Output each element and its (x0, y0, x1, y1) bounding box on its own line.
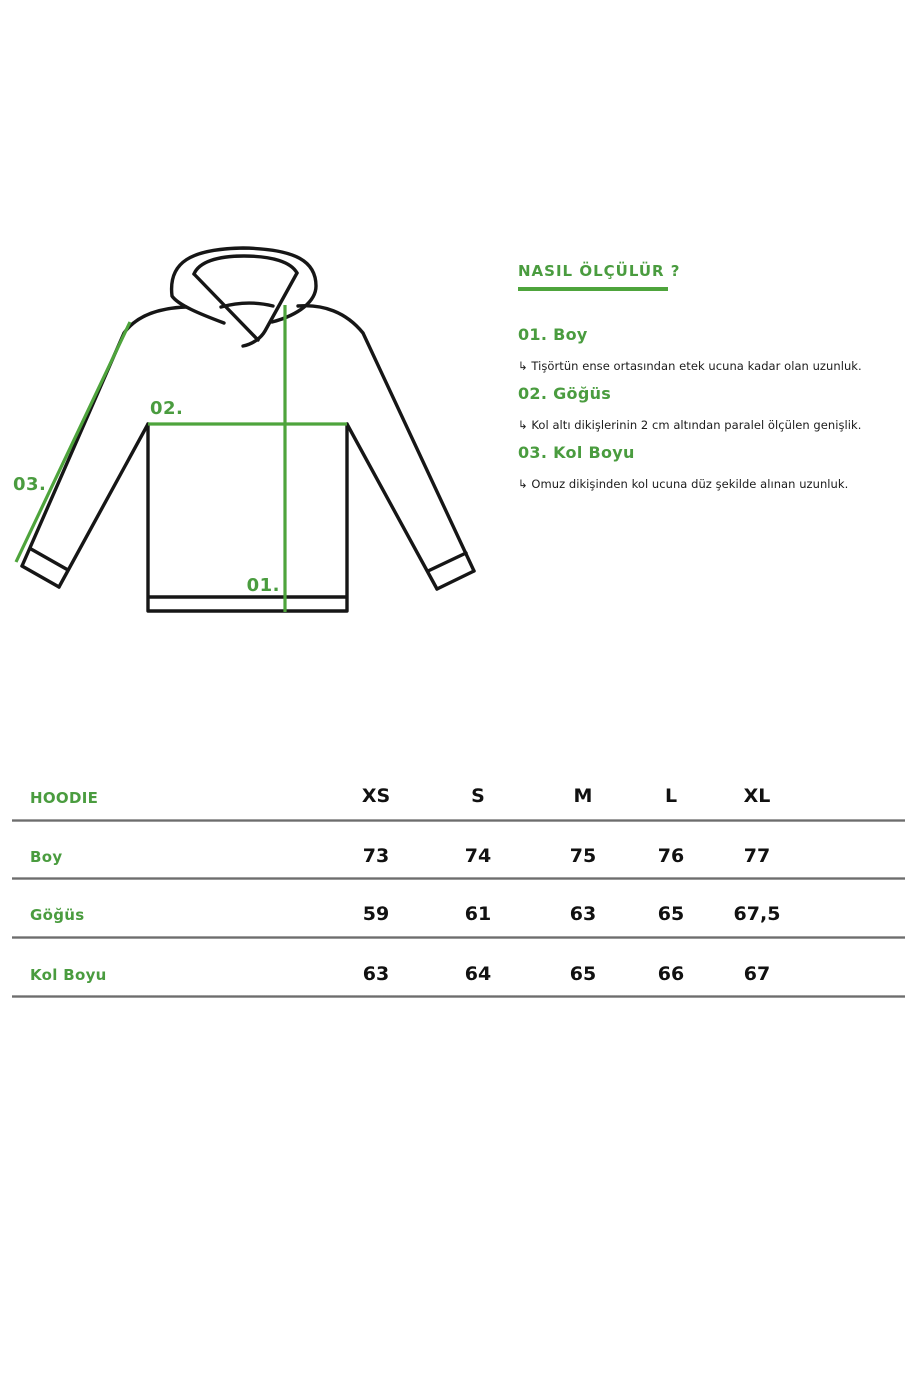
cell-boy-m: 75 (569, 845, 597, 867)
row-label-gogus: Göğüs (30, 906, 85, 924)
collar-seam (221, 303, 273, 307)
table-divider (12, 819, 905, 822)
size-header-xl: XL (743, 785, 771, 807)
right-sleeve-inner (347, 424, 437, 589)
cell-boy-xs: 73 (362, 845, 390, 867)
left-shoulder-sleeve-outer (22, 307, 186, 566)
hood-outer-outline (172, 248, 316, 323)
cell-kol-boyu-xl: 67 (743, 963, 771, 985)
measure-section-desc-gogus: ↳ Kol altı dikişlerinin 2 cm altından paralel ölçülen genişlik. (518, 418, 862, 432)
measure-section-title-kol-boyu: 03. Kol Boyu (518, 443, 635, 462)
table-divider (12, 995, 905, 998)
cell-boy-l: 76 (657, 845, 685, 867)
table-divider (12, 877, 905, 880)
row-label-kol-boyu: Kol Boyu (30, 966, 107, 984)
size-header-xs: XS (361, 785, 391, 807)
right-shoulder-sleeve-outer (298, 306, 474, 571)
cell-kol-boyu-xs: 63 (362, 963, 390, 985)
measure-section-desc-kol-boyu: ↳ Omuz dikişinden kol ucuna düz şekilde alınan uzunluk. (518, 477, 849, 491)
measure-section-desc-boy: ↳ Tişörtün ense ortasından etek ucuna kadar olan uzunluk. (518, 359, 862, 373)
cell-boy-xl: 77 (743, 845, 771, 867)
measure-label-chest: 02. (150, 398, 184, 419)
title-underline (518, 287, 668, 291)
measure-label-sleeve: 03. (13, 474, 47, 495)
cell-gogus-m: 63 (569, 903, 597, 925)
hoodie-diagram (0, 0, 520, 660)
table-divider (12, 936, 905, 939)
size-header-s: S (471, 785, 485, 807)
measure-section-title-gogus: 02. Göğüs (518, 384, 612, 403)
cell-gogus-s: 61 (464, 903, 492, 925)
measure-label-length: 01. (246, 575, 280, 596)
size-header-m: M (573, 785, 593, 807)
cell-kol-boyu-s: 64 (464, 963, 492, 985)
how-to-measure-title: NASIL ÖLÇÜLÜR ? (518, 262, 681, 280)
row-label-boy: Boy (30, 848, 63, 866)
cell-gogus-l: 65 (657, 903, 685, 925)
size-header-l: L (664, 785, 678, 807)
measure-line-sleeve-03 (16, 322, 130, 562)
table-product-name: HOODIE (30, 789, 99, 807)
cell-kol-boyu-l: 66 (657, 963, 685, 985)
measure-section-title-boy: 01. Boy (518, 325, 588, 344)
cell-kol-boyu-m: 65 (569, 963, 597, 985)
cell-gogus-xl: 67,5 (733, 903, 781, 925)
cell-boy-s: 74 (464, 845, 492, 867)
cell-gogus-xs: 59 (362, 903, 390, 925)
hood-inner-outline (194, 256, 297, 274)
